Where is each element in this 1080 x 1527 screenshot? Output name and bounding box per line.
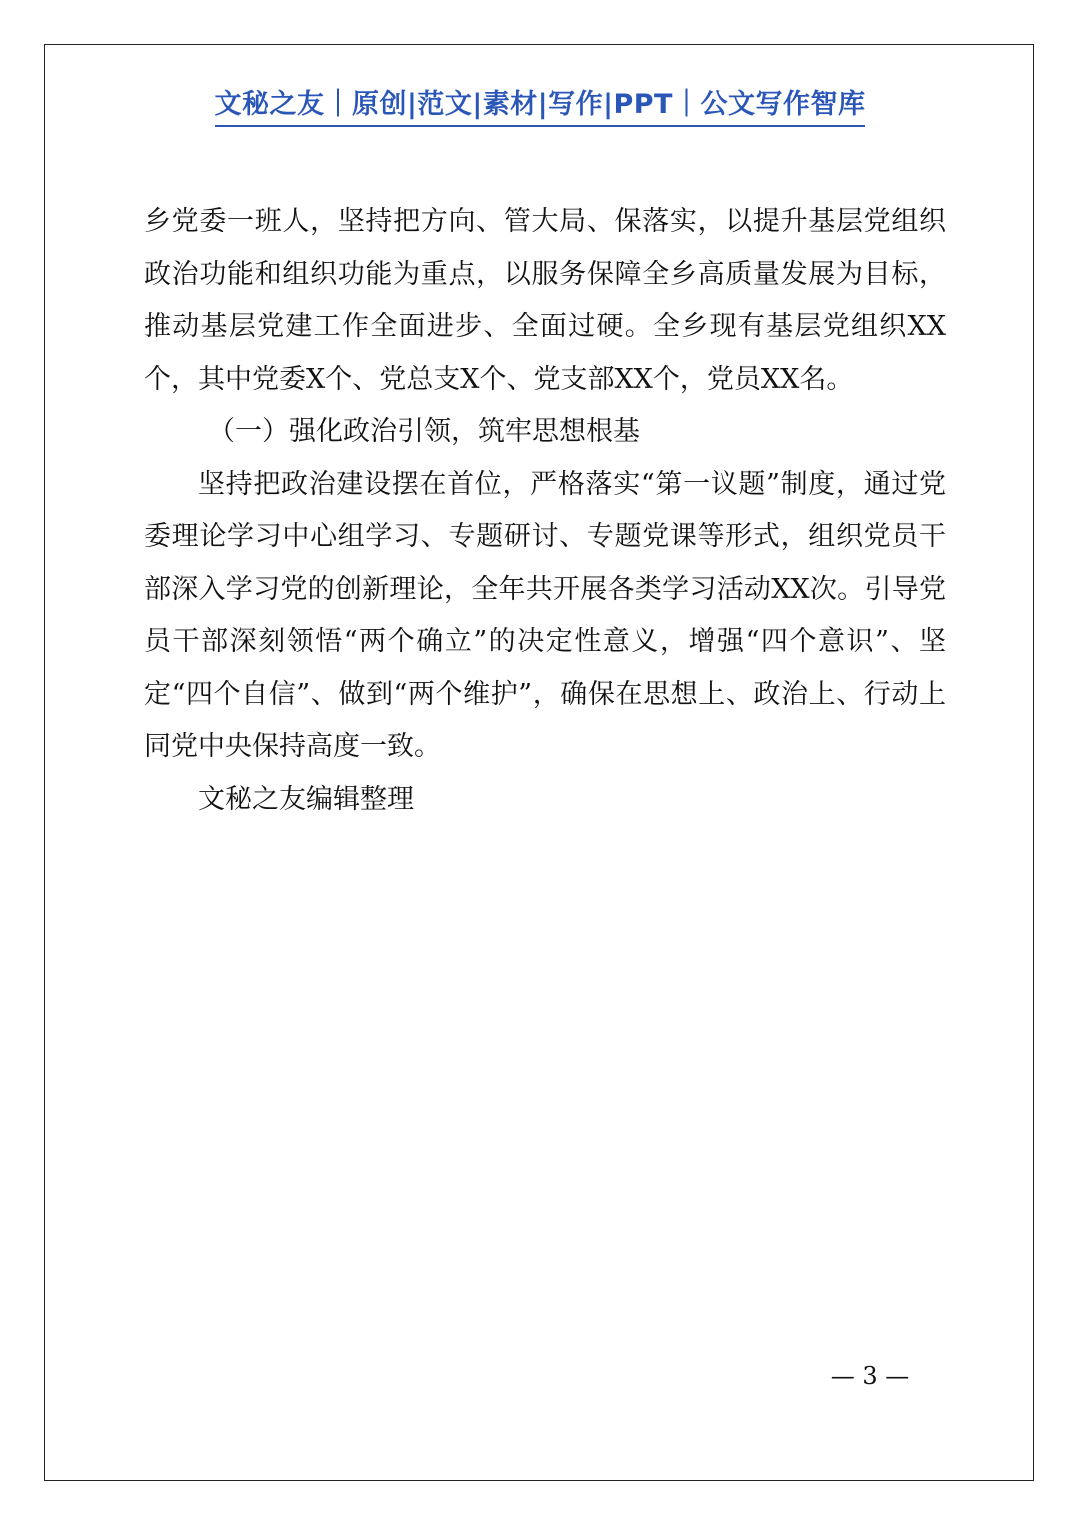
document-header [0, 88, 1080, 127]
header-banner-text: 文秘之友｜原创|范文|素材|写作|PPT｜公文写作智库 [215, 88, 866, 127]
editor-note: 文秘之友编辑整理 [198, 783, 414, 815]
section-paragraph: 坚持把政治建设摆在首位，严格落实“第一议题”制度，通过党委理论学习中心组学习、专题研讨、专题党课等形式，组织党员干部深入学习党的创新理论，全年共开展各类学习活动XX次。引导党员干部深刻领悟“两个确立”的决定性意义，增强“四个意识”、坚定“四个自信”、做到“两个维护”，确保在思想上、政治上、行动上同党中央保持高度一致。 [144, 468, 946, 762]
document-body [144, 196, 946, 826]
page-number: — 3 — [830, 1362, 910, 1390]
body-paragraph-continued: 乡党委一班人，坚持把方向、管大局、保落实，以提升基层党组织政治功能和组织功能为重点，以服务保障全乡高质量发展为目标，推动基层党建工作全面进步、全面过硬。全乡现有基层党组织XX个，其中党委X个、党总支X个、党支部XX个，党员XX名。 [144, 206, 946, 395]
section-heading: （一）强化政治引领，筑牢思想根基 [208, 416, 640, 447]
